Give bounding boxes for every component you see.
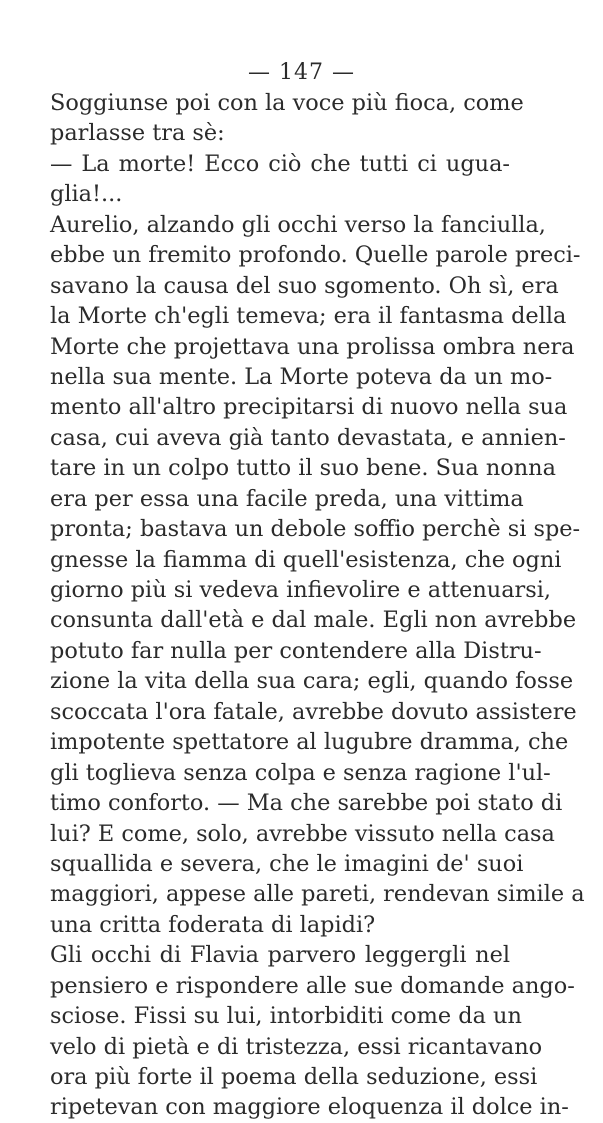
text-line: giorno più si vedeva infievolire e attenuarsi, xyxy=(50,577,552,603)
text-line: savano la causa del suo sgomento. Oh sì, era xyxy=(50,272,559,299)
text-line: impotente spettatore al lugubre dramma, che xyxy=(50,729,569,756)
page-number: — 147 — xyxy=(248,60,355,85)
text-line: la Morte ch'egli temeva; era il fantasma della xyxy=(50,303,567,330)
body-text xyxy=(50,88,585,1123)
text-line: tare in un colpo tutto il suo bene. Sua nonna xyxy=(50,455,556,482)
text-line: consunta dall'età e dal male. Egli non avrebbe xyxy=(50,607,577,634)
text-line: gnesse la fiamma di quell'esistenza, che ogni xyxy=(50,546,562,573)
text-line: squallida e severa, che le imagini de' suoi xyxy=(50,850,524,877)
text-line: zione la vita della sua cara; egli, quando fosse xyxy=(50,668,574,695)
text-line: timo conforto. — Ma che sarebbe poi stato di xyxy=(50,790,563,817)
text-line: scoccata l'ora fatale, avrebbe dovuto assistere xyxy=(50,698,577,725)
text-line: ebbe un fremito profondo. Quelle parole preci- xyxy=(50,242,581,269)
text-line: Aurelio, alzando gli occhi verso la fanciulla, xyxy=(50,211,546,238)
text-line: — La morte! Ecco ciò che tutti ci ugua- xyxy=(50,150,510,177)
text-line: sciose. Fissi su lui, intorbiditi come da un xyxy=(50,1003,522,1030)
text-line: Gli occhi di Flavia parvero leggergli nel xyxy=(50,942,510,969)
text-line: era per essa una facile preda, una vittima xyxy=(50,485,524,512)
text-line: casa, cui aveva già tanto devastata, e annien- xyxy=(50,424,566,451)
text-line: glia!... xyxy=(50,181,123,208)
text-line: gli toglieva senza colpa e senza ragione l'ul- xyxy=(50,759,551,786)
text-line: Morte che projettava una prolissa ombra nera xyxy=(50,333,575,360)
text-line: una critta foderata di lapidi? xyxy=(50,911,376,938)
text-line: lui? E come, solo, avrebbe vissuto nella casa xyxy=(50,820,555,847)
text-line: maggiori, appese alle pareti, rendevan simile a xyxy=(50,881,585,908)
text-line: potuto far nulla per contendere alla Distru- xyxy=(50,637,542,664)
text-line: Soggiunse poi con la voce più fioca, come xyxy=(50,90,524,116)
text-line: velo di pietà e di tristezza, essi ricantavano xyxy=(50,1033,543,1060)
text-line: parlasse tra sè: xyxy=(50,120,225,147)
text-line: ora più forte il poema della seduzione, essi xyxy=(50,1064,538,1090)
text-line: nella sua mente. La Morte poteva da un mo- xyxy=(50,363,553,390)
text-line: mento all'altro precipitarsi di nuovo nella sua xyxy=(50,394,568,421)
text-line: pensiero e rispondere alle sue domande ango- xyxy=(50,972,575,999)
text-line: pronta; bastava un debole soffio perchè si spe- xyxy=(50,516,581,543)
text-line: ripetevan con maggiore eloquenza il dolce in- xyxy=(50,1094,569,1121)
